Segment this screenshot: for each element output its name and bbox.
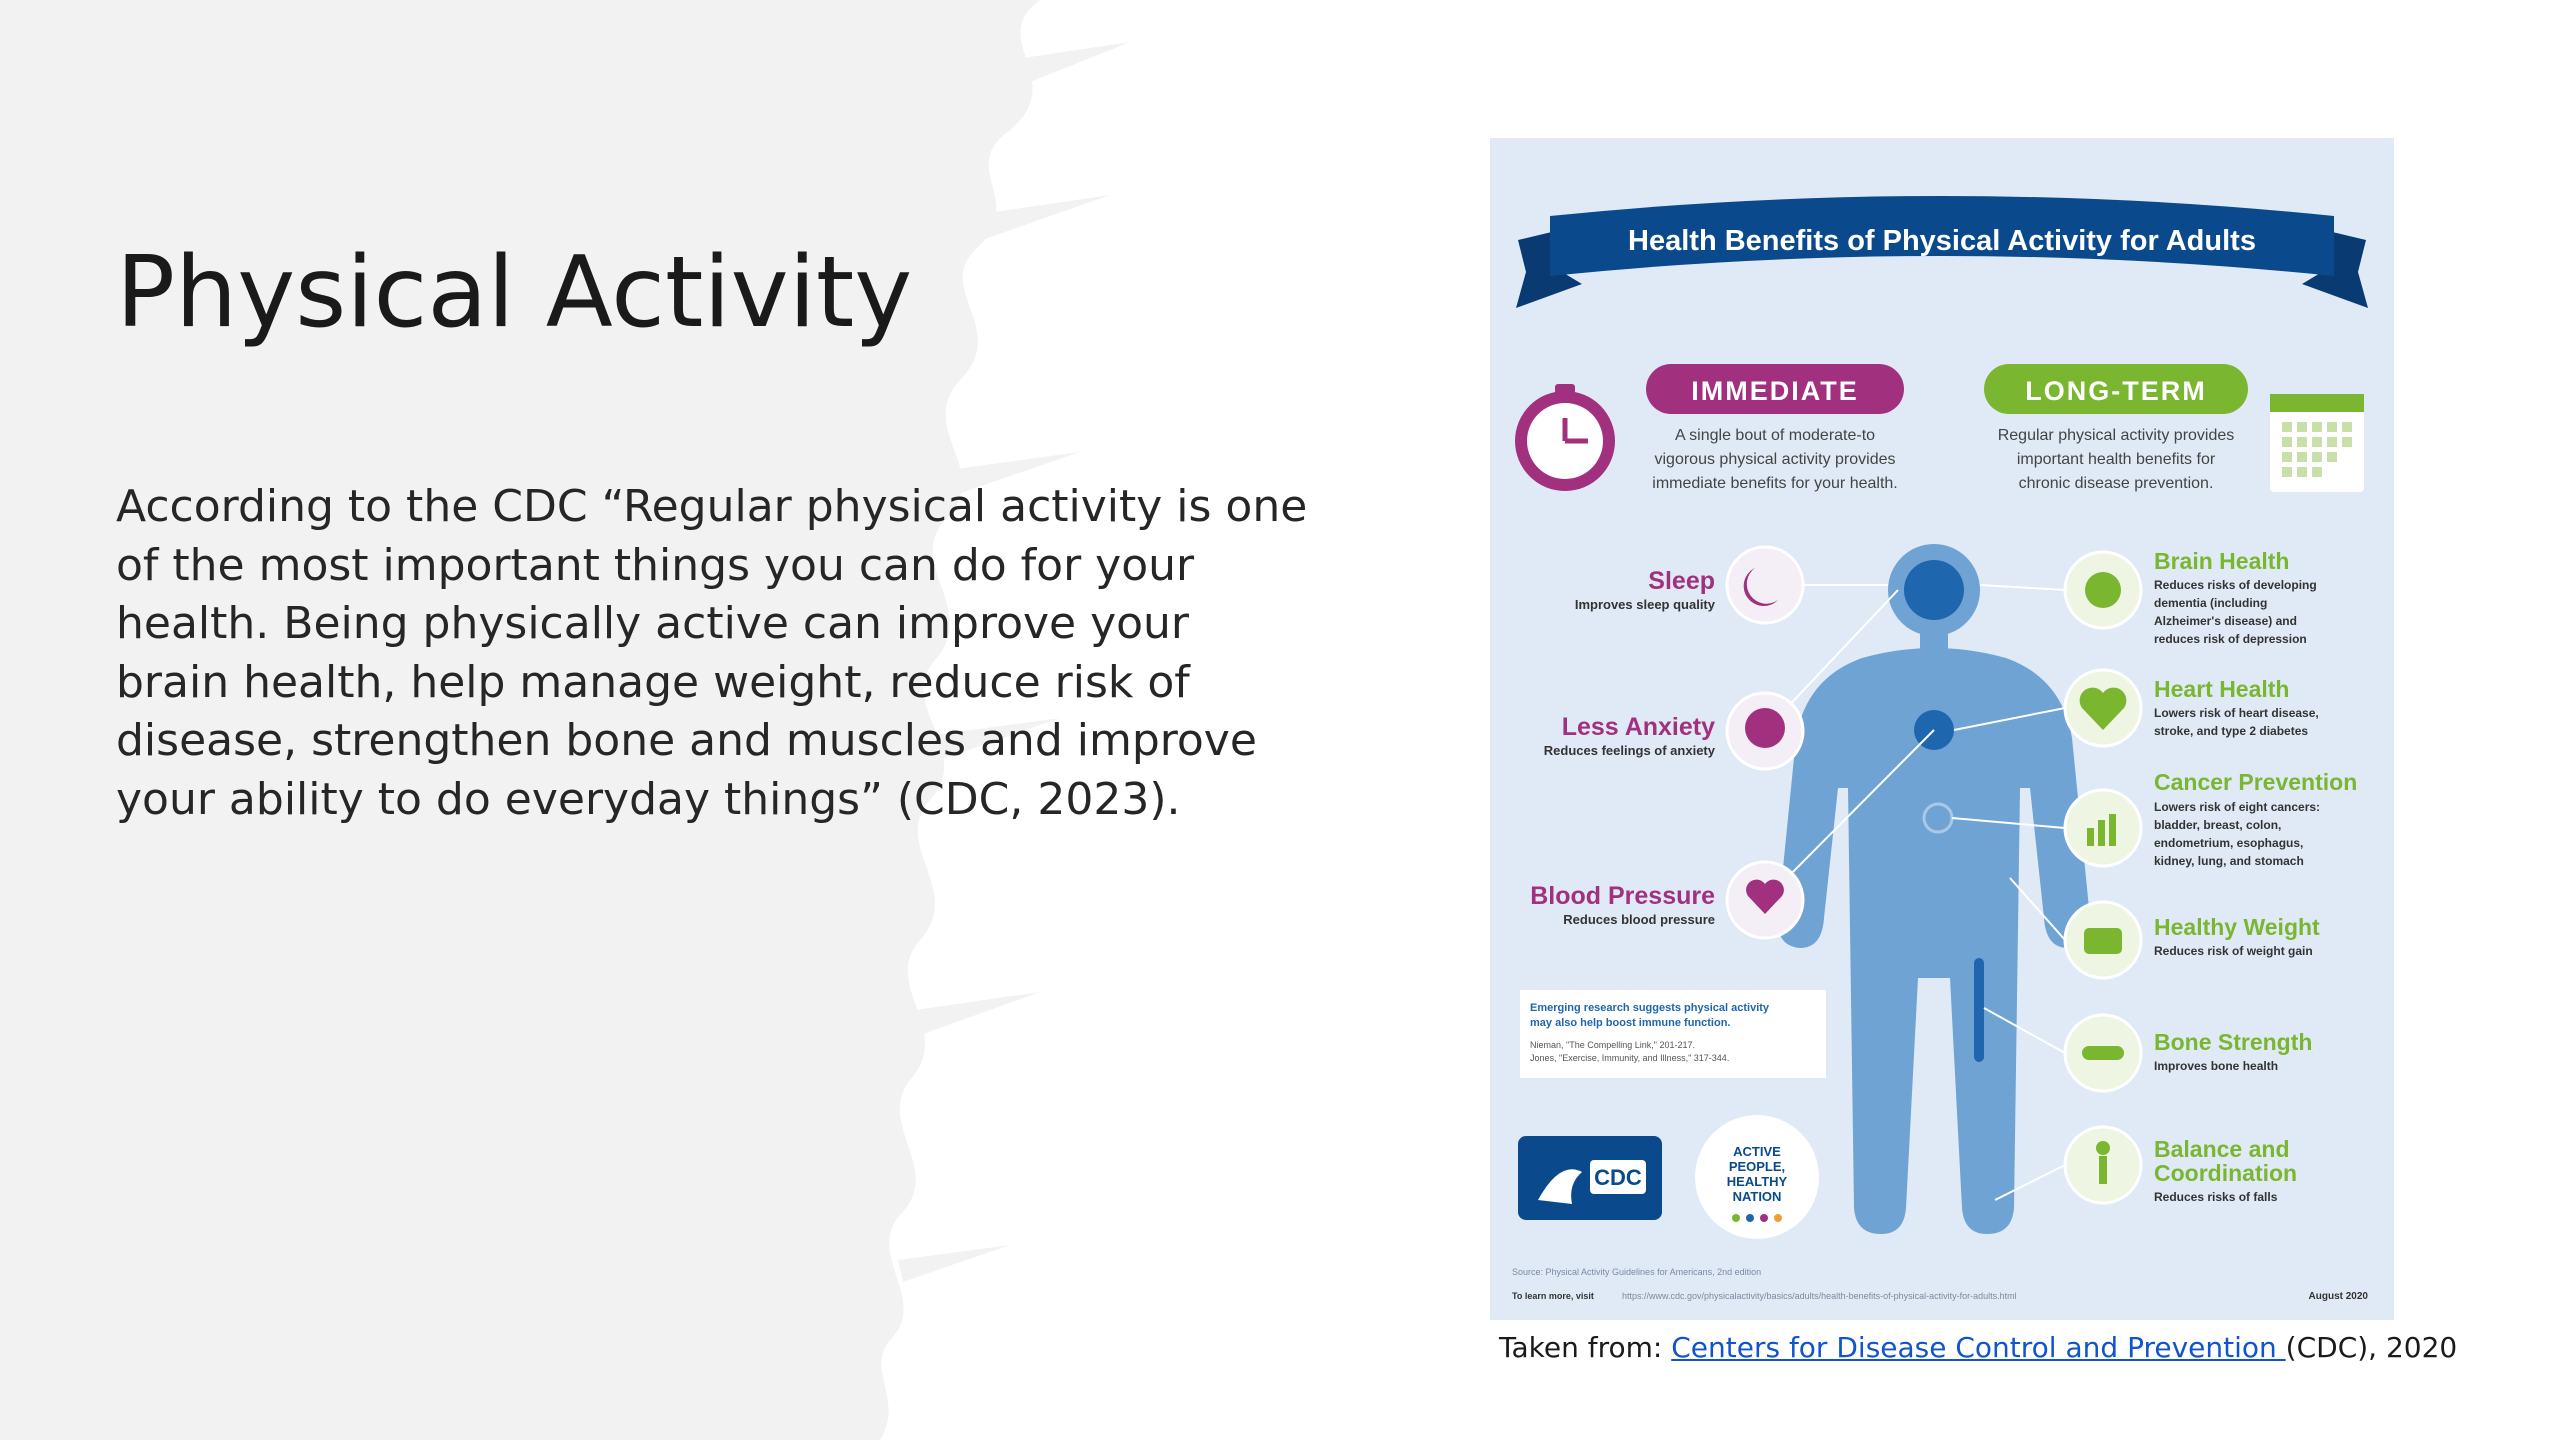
- cdc-logo-text: CDC: [1594, 1165, 1642, 1190]
- cancer-prevention-desc-2: bladder, breast, colon,: [2154, 818, 2282, 832]
- sleep-icon: [1727, 547, 1803, 623]
- healthy-weight-title: Healthy Weight: [2154, 914, 2320, 940]
- cancer-prevention-desc-1: Lowers risk of eight cancers:: [2154, 800, 2321, 814]
- blood-pressure-desc: Reduces blood pressure: [1563, 912, 1715, 927]
- brain-health-desc-4: reduces risk of depression: [2154, 632, 2307, 646]
- image-caption: [1499, 1331, 2457, 1364]
- health-benefits-infographic: [1490, 138, 2394, 1320]
- calendar-icon: [2270, 394, 2364, 492]
- longterm-desc-1: Regular physical activity provides: [1997, 427, 2235, 444]
- longterm-desc-2: important health benefits for: [2016, 451, 2216, 468]
- apn-badge-line-3: HEALTHY: [1726, 1174, 1788, 1189]
- apn-badge-line-2: PEOPLE,: [1728, 1159, 1786, 1174]
- cdc-source-link[interactable]: Centers for Disease Control and Prevention: [1671, 1331, 2286, 1364]
- brain-icon: [1904, 560, 1964, 620]
- learn-more-label: To learn more, visit: [1512, 1291, 1594, 1301]
- balance-desc: Reduces risks of falls: [2154, 1190, 2278, 1204]
- apn-badge-line-1: ACTIVE: [1733, 1144, 1781, 1159]
- heart-health-desc-1: Lowers risk of heart disease,: [2154, 706, 2319, 720]
- infographic-date: August 2020: [2308, 1291, 2368, 1302]
- brain-health-desc-1: Reduces risks of developing: [2154, 578, 2317, 592]
- blood-pressure-title: Blood Pressure: [1530, 882, 1715, 910]
- anxiety-desc: Reduces feelings of anxiety: [1543, 743, 1715, 758]
- immediate-desc-3: immediate benefits for your health.: [1652, 475, 1898, 492]
- slide-title: Physical Activity: [116, 236, 913, 350]
- research-ref-2: Jones, "Exercise, Immunity, and Illness," 317-344.: [1530, 1053, 1730, 1063]
- sleep-desc: Improves sleep quality: [1574, 597, 1715, 612]
- anxiety-title: Less Anxiety: [1561, 713, 1715, 741]
- head-icon: [1745, 708, 1785, 748]
- longterm-label: LONG-TERM: [2025, 376, 2207, 406]
- immediate-desc-1: A single bout of moderate-to: [1674, 427, 1876, 444]
- brain-health-title: Brain Health: [2154, 548, 2290, 574]
- cancer-prevention-title: Cancer Prevention: [2154, 769, 2358, 795]
- source-text: Source: Physical Activity Guidelines for Americans, 2nd edition: [1512, 1267, 1762, 1277]
- bone-strength-desc: Improves bone health: [2154, 1059, 2279, 1073]
- caption-suffix: (CDC), 2020: [2285, 1331, 2458, 1364]
- longterm-desc-3: chronic disease prevention.: [2018, 475, 2214, 492]
- heart-health-desc-2: stroke, and type 2 diabetes: [2154, 724, 2309, 738]
- slide-body-text: According to the CDC “Regular physical activity is one of the most important things you can do for your health. Being physically active can improve your brain health, help manage weight, reduce risk of disease, strengthen bone and muscles and improve your ability to do everyday things” (CDC, 2023).: [116, 481, 1308, 825]
- research-note-line-2: may also help boost immune function.: [1530, 1017, 1731, 1029]
- brain-health-desc-2: dementia (including: [2154, 596, 2268, 610]
- sleep-title: Sleep: [1648, 567, 1715, 595]
- cancer-prevention-desc-4: kidney, lung, and stomach: [2154, 854, 2304, 868]
- bone-strength-title: Bone Strength: [2154, 1029, 2313, 1055]
- learn-more-url[interactable]: https://www.cdc.gov/physicalactivity/basics/adults/health-benefits-of-physical-activity-for-adults.html: [1622, 1291, 2017, 1301]
- balance-title-2: Coordination: [2154, 1160, 2298, 1186]
- immediate-label: IMMEDIATE: [1691, 376, 1859, 406]
- brain-health-desc-3: Alzheimer's disease) and: [2154, 614, 2297, 628]
- research-note-line-1: Emerging research suggests physical activity: [1530, 1002, 1770, 1014]
- balance-title-1: Balance and: [2154, 1136, 2290, 1162]
- research-ref-1: Nieman, "The Compelling Link," 201-217.: [1530, 1040, 1695, 1050]
- healthy-weight-desc: Reduces risk of weight gain: [2154, 944, 2313, 958]
- heart-health-title: Heart Health: [2154, 676, 2290, 702]
- cancer-prevention-desc-3: endometrium, esophagus,: [2154, 836, 2304, 850]
- immediate-desc-2: vigorous physical activity provides: [1654, 451, 1896, 468]
- apn-badge-line-4: NATION: [1732, 1189, 1782, 1204]
- banner-title: Health Benefits of Physical Activity for Adults: [1628, 225, 2256, 257]
- caption-prefix: Taken from:: [1499, 1331, 1672, 1364]
- bone-icon: [1974, 958, 1984, 1062]
